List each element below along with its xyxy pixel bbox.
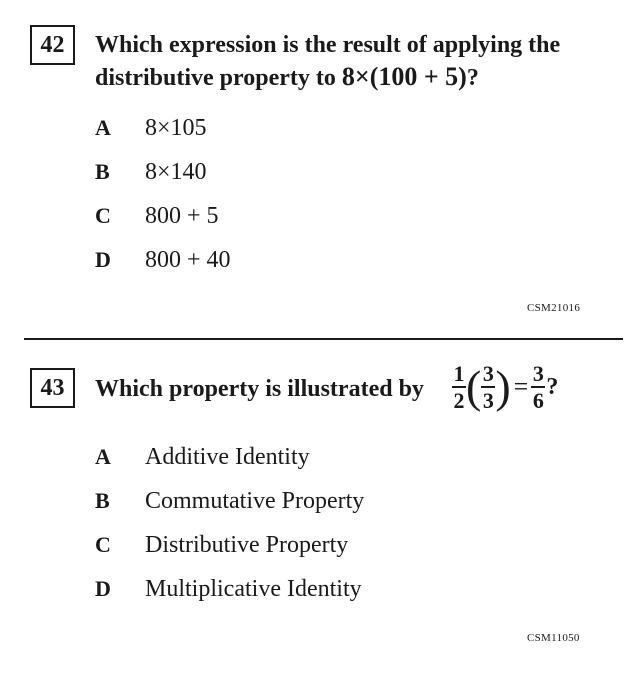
choice-text: Commutative Property <box>145 487 365 514</box>
answer-choice-c[interactable] <box>95 201 219 231</box>
answer-choice-a[interactable] <box>95 113 207 143</box>
item-code: CSM21016 <box>527 302 581 314</box>
choice-letter: A <box>95 444 111 469</box>
choice-letter: A <box>95 115 111 140</box>
math-expression <box>452 362 558 412</box>
choice-letter: C <box>95 532 111 557</box>
choice-text: 800 + 40 <box>145 246 231 273</box>
choice-letter: C <box>95 203 111 228</box>
fraction: $\frac{3}{6}$ <box>532 361 544 413</box>
choice-letter: D <box>95 576 111 601</box>
fraction: $\frac{1}{2}$ <box>453 361 465 413</box>
question-text <box>95 30 560 94</box>
left-paren: ( <box>466 361 482 412</box>
answer-choice-c[interactable] <box>95 530 348 560</box>
fraction: $\frac{3}{3}$ <box>482 361 494 413</box>
answer-choice-d[interactable] <box>95 574 362 604</box>
choice-text: 800 + 5 <box>145 202 219 229</box>
question-number-box <box>30 368 75 408</box>
question-text-line1: Which expression is the result of applying the <box>95 32 561 58</box>
answer-choice-b[interactable] <box>95 486 364 516</box>
answer-choice-a[interactable] <box>95 442 310 472</box>
expression: 8×(100 + 5) <box>341 62 467 91</box>
question-number-box <box>30 25 75 65</box>
choice-text: 8×140 <box>145 158 207 185</box>
equals-sign: = <box>513 372 529 401</box>
question-mark: ? <box>546 373 559 400</box>
question-number: 43 <box>40 374 65 401</box>
choice-letter: B <box>95 159 110 184</box>
choice-letter: B <box>95 488 110 513</box>
choice-text: 8×105 <box>145 114 207 141</box>
choice-text: Distributive Property <box>145 531 349 558</box>
choice-text: Multiplicative Identity <box>145 575 362 602</box>
choice-letter: D <box>95 247 111 272</box>
choice-text: Additive Identity <box>145 443 310 470</box>
answer-choice-d[interactable] <box>95 245 231 275</box>
question-text-line2: distributive property to 8×(100 + 5)? <box>95 62 479 91</box>
right-paren: ) <box>495 361 511 412</box>
answer-choice-b[interactable] <box>95 157 207 187</box>
question-number: 42 <box>40 31 65 58</box>
question-text: Which property is illustrated by <box>95 376 424 402</box>
item-code: CSM11050 <box>527 632 580 644</box>
section-divider <box>24 338 623 340</box>
